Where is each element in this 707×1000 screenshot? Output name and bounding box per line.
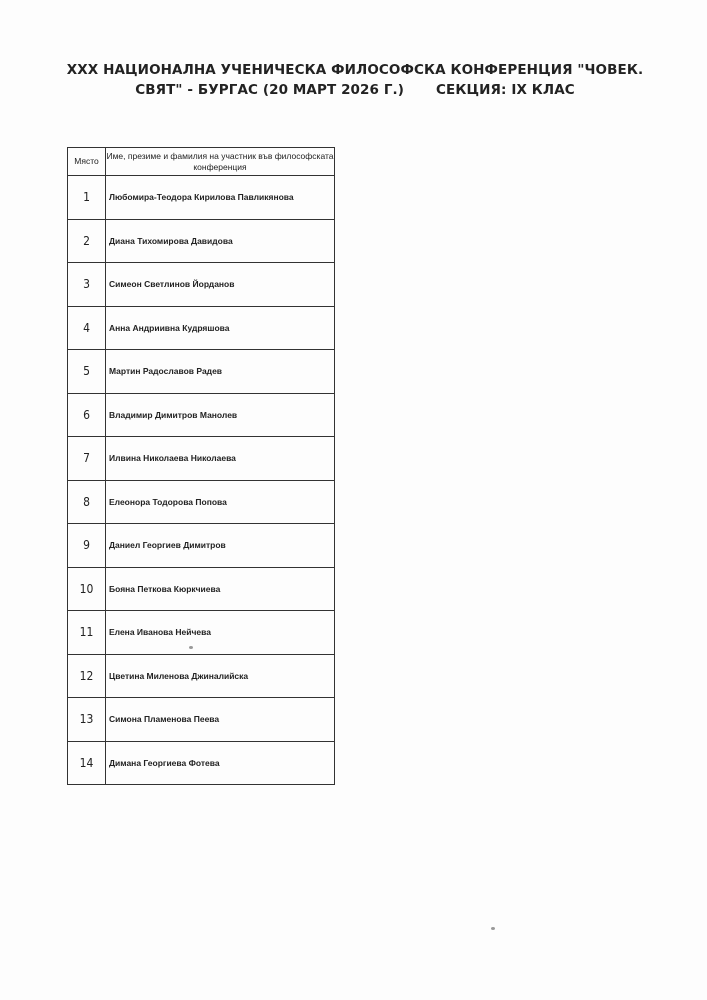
- table-row: [68, 698, 335, 742]
- table-row: [68, 654, 335, 698]
- participant-name-cell: Анна Андриивна Кудряшова: [106, 306, 335, 350]
- participant-name-cell: Симеон Светлинов Йорданов: [106, 263, 335, 307]
- results-table: [67, 147, 335, 785]
- participant-name-cell: Симона Пламенова Пеева: [106, 698, 335, 742]
- place-cell: 11: [68, 611, 106, 655]
- table-row: [68, 219, 335, 263]
- place-cell: 7: [68, 437, 106, 481]
- table-row: [68, 611, 335, 655]
- place-cell: 4: [68, 306, 106, 350]
- table-row: [68, 741, 335, 785]
- place-cell: 8: [68, 480, 106, 524]
- participant-name-cell: Бояна Петкова Кюркчиева: [106, 567, 335, 611]
- column-header-place: Място: [68, 148, 106, 176]
- participant-name-cell: Цветина Миленова Джиналийска: [106, 654, 335, 698]
- title-line-2: [40, 80, 670, 100]
- scan-speck: [491, 927, 495, 930]
- participant-name-cell: Елеонора Тодорова Попова: [106, 480, 335, 524]
- table-row: [68, 567, 335, 611]
- table-row: [68, 306, 335, 350]
- table-row: [68, 176, 335, 220]
- place-cell: 3: [68, 263, 106, 307]
- table-row: [68, 437, 335, 481]
- table-row: [68, 263, 335, 307]
- title-event-location-date: СВЯТ" - БУРГАС (20 МАРТ 2026 Г.): [135, 82, 405, 98]
- participant-name-cell: Мартин Радославов Радев: [106, 350, 335, 394]
- participant-name-cell: Елена Иванова Нейчева: [106, 611, 335, 655]
- document-title: [40, 60, 670, 100]
- table-row: [68, 393, 335, 437]
- place-cell: 6: [68, 393, 106, 437]
- table-row: [68, 480, 335, 524]
- participant-name-cell: Димана Георгиева Фотева: [106, 741, 335, 785]
- table-header-row: [68, 148, 335, 176]
- place-cell: 10: [68, 567, 106, 611]
- table-row: [68, 350, 335, 394]
- scan-speck: [189, 646, 193, 649]
- participant-name-cell: Даниел Георгиев Димитров: [106, 524, 335, 568]
- title-line-1: XXX НАЦИОНАЛНА УЧЕНИЧЕСКА ФИЛОСОФСКА КОНФЕРЕНЦИЯ "ЧОВЕК.: [66, 62, 644, 78]
- table-row: [68, 524, 335, 568]
- participant-name-cell: Любомира-Теодора Кирилова Павликянова: [106, 176, 335, 220]
- place-cell: 13: [68, 698, 106, 742]
- place-cell: 1: [68, 176, 106, 220]
- participant-name-cell: Илвина Николаева Николаева: [106, 437, 335, 481]
- place-cell: 12: [68, 654, 106, 698]
- participant-name-cell: Диана Тихомирова Давидова: [106, 219, 335, 263]
- column-header-name: Име, презиме и фамилия на участник във философската конференция: [106, 148, 335, 176]
- place-cell: 5: [68, 350, 106, 394]
- place-cell: 14: [68, 741, 106, 785]
- participant-name-cell: Владимир Димитров Манолев: [106, 393, 335, 437]
- title-section: СЕКЦИЯ: IX КЛАС: [436, 82, 575, 98]
- place-cell: 2: [68, 219, 106, 263]
- place-cell: 9: [68, 524, 106, 568]
